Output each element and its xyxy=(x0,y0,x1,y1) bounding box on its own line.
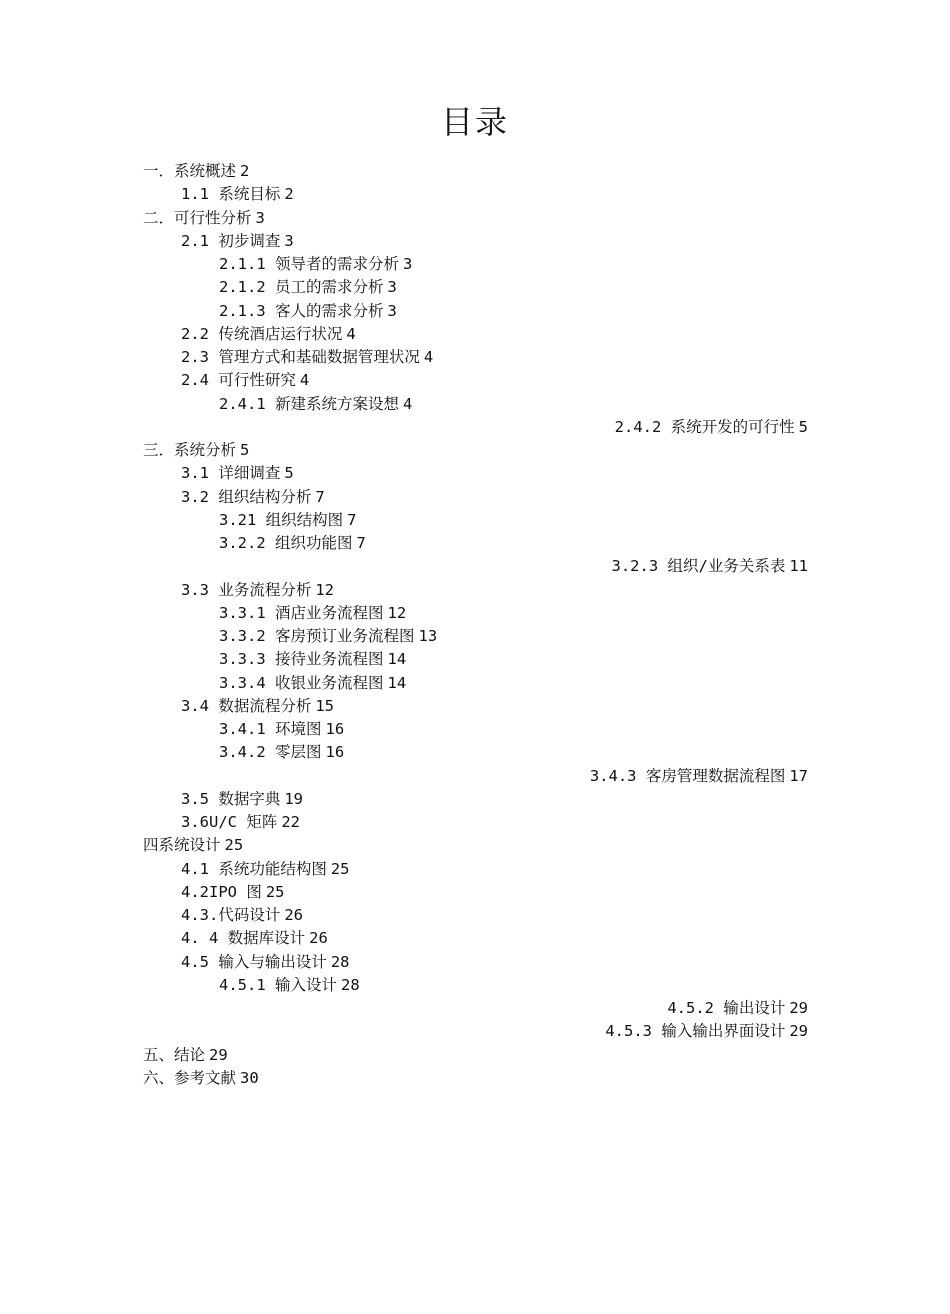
toc-entry-title: 2.1 初步调查 xyxy=(181,231,281,250)
toc-entry-title: 3.3 业务流程分析 xyxy=(181,580,312,599)
toc-entry[interactable] xyxy=(0,625,950,648)
toc-entry-page-number: 7 xyxy=(315,487,325,506)
toc-entry-page-number: 28 xyxy=(341,975,360,994)
toc-entry[interactable] xyxy=(0,462,950,485)
toc-entry-page-number: 4 xyxy=(346,324,356,343)
toc-entry-page-number: 25 xyxy=(330,859,350,878)
toc-entry-title: 2.4.1 新建系统方案设想 xyxy=(219,394,399,413)
toc-entry-title: 3.21 组织结构图 xyxy=(219,510,344,529)
toc-entry[interactable] xyxy=(0,416,950,439)
toc-entry-page-number: 4 xyxy=(403,394,413,413)
toc-entry[interactable] xyxy=(0,555,950,578)
toc-entry-page-number: 14 xyxy=(387,673,407,692)
toc-entry-title: 2.1.2 员工的需求分析 xyxy=(219,278,384,297)
toc-entry-page-number: 17 xyxy=(789,766,808,785)
toc-entry-title: 1.1 系统目标 xyxy=(181,185,281,204)
toc-entry[interactable] xyxy=(0,695,950,718)
toc-entry-title: 2.4.2 系统开发的可行性 xyxy=(614,417,795,436)
table-of-contents xyxy=(0,160,950,1090)
toc-entry[interactable] xyxy=(0,323,950,346)
toc-entry-page-number: 4 xyxy=(423,348,434,366)
toc-entry-page-number: 3 xyxy=(403,255,413,273)
toc-entry[interactable] xyxy=(0,718,950,741)
toc-entry-page-number: 29 xyxy=(789,1022,808,1041)
toc-entry-page-number: 2 xyxy=(284,185,294,204)
toc-entry-page-number: 2 xyxy=(240,162,250,180)
toc-entry[interactable] xyxy=(0,393,950,416)
toc-entry[interactable] xyxy=(0,881,950,904)
toc-entry-page-number: 12 xyxy=(387,603,407,622)
toc-entry-title: 3.3.4 收银业务流程图 xyxy=(219,673,384,692)
toc-entry-title: 3.4 数据流程分析 xyxy=(181,696,312,715)
toc-entry-title: 4. 4 数据库设计 xyxy=(181,929,306,948)
toc-entry-title: 2.1.3 客人的需求分析 xyxy=(219,301,384,320)
toc-entry-page-number: 11 xyxy=(789,557,808,576)
toc-entry-title: 四系统设计 xyxy=(143,836,221,855)
toc-entry-page-number: 28 xyxy=(330,952,350,971)
toc-entry-page-number: 29 xyxy=(789,999,808,1017)
toc-entry-title: 4.3.代码设计 xyxy=(181,906,281,924)
toc-entry-page-number: 3 xyxy=(387,278,397,297)
toc-entry-page-number: 16 xyxy=(325,743,345,762)
toc-entry[interactable] xyxy=(0,276,950,299)
toc-entry-title: 二．可行性分析 xyxy=(143,208,252,227)
toc-entry[interactable] xyxy=(0,672,950,695)
toc-entry-title: 4.5.3 输入输出界面设计 xyxy=(605,1022,786,1041)
toc-entry-page-number: 4 xyxy=(299,371,310,390)
toc-entry-page-number: 30 xyxy=(240,1068,259,1087)
toc-entry-page-number: 13 xyxy=(418,627,438,645)
toc-entry[interactable] xyxy=(0,834,950,857)
toc-entry-page-number: 25 xyxy=(224,836,244,855)
toc-entry-title: 4.5.1 输入设计 xyxy=(219,975,337,994)
toc-entry-title: 2.3 管理方式和基础数据管理状况 xyxy=(181,348,420,366)
toc-entry[interactable] xyxy=(0,369,950,392)
toc-entry-title: 2.2 传统酒店运行状况 xyxy=(181,324,343,343)
toc-entry-page-number: 5 xyxy=(798,417,808,436)
toc-entry[interactable] xyxy=(0,579,950,602)
toc-entry-page-number: 19 xyxy=(284,789,303,808)
toc-entry-page-number: 5 xyxy=(240,441,250,459)
toc-entry-title: 3.4.3 客房管理数据流程图 xyxy=(589,766,786,785)
toc-entry-title: 一．系统概述 xyxy=(143,162,237,180)
toc-entry[interactable] xyxy=(0,439,950,462)
toc-entry-title: 2.4 可行性研究 xyxy=(181,371,296,390)
toc-entry[interactable] xyxy=(0,648,950,671)
toc-entry-title: 3.1 详细调查 xyxy=(181,464,281,483)
toc-entry[interactable] xyxy=(0,904,950,927)
toc-entry-title: 3.3.2 客房预订业务流程图 xyxy=(219,627,415,645)
toc-entry-title: 3.3.3 接待业务流程图 xyxy=(219,650,384,669)
toc-entry-title: 3.6U/C 矩阵 xyxy=(181,813,278,831)
page-title: 目录 xyxy=(440,103,509,141)
toc-entry[interactable] xyxy=(0,1020,950,1043)
toc-entry-page-number: 3 xyxy=(284,231,294,250)
toc-entry[interactable] xyxy=(0,253,950,276)
toc-entry[interactable] xyxy=(0,160,950,183)
toc-entry-title: 3.2.2 组织功能图 xyxy=(219,534,353,552)
toc-entry[interactable] xyxy=(0,1067,950,1090)
toc-entry-page-number: 5 xyxy=(284,464,294,483)
toc-entry-title: 六、参考文献 xyxy=(143,1068,237,1087)
toc-entry-page-number: 26 xyxy=(309,929,328,948)
toc-entry-title: 三．系统分析 xyxy=(143,441,237,459)
toc-entry-title: 4.1 系统功能结构图 xyxy=(181,859,327,878)
toc-entry-page-number: 3 xyxy=(255,208,265,227)
toc-entry-title: 2.1.1 领导者的需求分析 xyxy=(219,255,399,273)
toc-entry-title: 3.5 数据字典 xyxy=(181,789,281,808)
toc-entry-page-number: 26 xyxy=(284,906,303,924)
toc-entry-page-number: 3 xyxy=(387,301,397,320)
toc-entry-title: 3.2 组织结构分析 xyxy=(181,487,312,506)
toc-entry[interactable] xyxy=(0,183,950,206)
toc-entry-page-number: 22 xyxy=(281,813,300,831)
toc-entry[interactable] xyxy=(0,788,950,811)
toc-entry-page-number: 29 xyxy=(209,1045,228,1064)
toc-entry-page-number: 7 xyxy=(347,510,357,529)
toc-entry-title: 4.5 输入与输出设计 xyxy=(181,952,327,971)
toc-entry-title: 4.5.2 输出设计 xyxy=(667,999,786,1017)
toc-entry-page-number: 7 xyxy=(356,534,366,552)
toc-entry-page-number: 16 xyxy=(325,720,345,738)
toc-entry-page-number: 15 xyxy=(315,696,334,715)
toc-entry[interactable] xyxy=(0,602,950,625)
toc-entry[interactable] xyxy=(0,509,950,532)
toc-entry-page-number: 14 xyxy=(387,650,407,669)
toc-entry[interactable] xyxy=(0,300,950,323)
toc-entry-title: 3.4.2 零层图 xyxy=(219,743,322,762)
toc-entry-page-number: 25 xyxy=(265,882,285,901)
toc-entry[interactable] xyxy=(0,811,950,834)
toc-entry[interactable] xyxy=(0,858,950,881)
toc-entry[interactable] xyxy=(0,951,950,974)
toc-entry[interactable] xyxy=(0,927,950,950)
toc-entry-title: 五、结论 xyxy=(143,1045,206,1064)
toc-entry[interactable] xyxy=(0,532,950,555)
toc-entry[interactable] xyxy=(0,1044,950,1067)
toc-entry[interactable] xyxy=(0,997,950,1020)
toc-entry-title: 3.4.1 环境图 xyxy=(219,720,322,738)
toc-entry-title: 3.3.1 酒店业务流程图 xyxy=(219,603,384,622)
toc-entry-page-number: 12 xyxy=(315,580,334,599)
toc-entry[interactable] xyxy=(0,486,950,509)
toc-entry[interactable] xyxy=(0,230,950,253)
toc-entry-title: 4.2IPO 图 xyxy=(181,882,262,901)
toc-entry[interactable] xyxy=(0,974,950,997)
toc-entry[interactable] xyxy=(0,741,950,764)
toc-entry[interactable] xyxy=(0,207,950,230)
toc-entry[interactable] xyxy=(0,765,950,788)
toc-entry-title: 3.2.3 组织/业务关系表 xyxy=(611,557,786,576)
toc-entry[interactable] xyxy=(0,346,950,369)
